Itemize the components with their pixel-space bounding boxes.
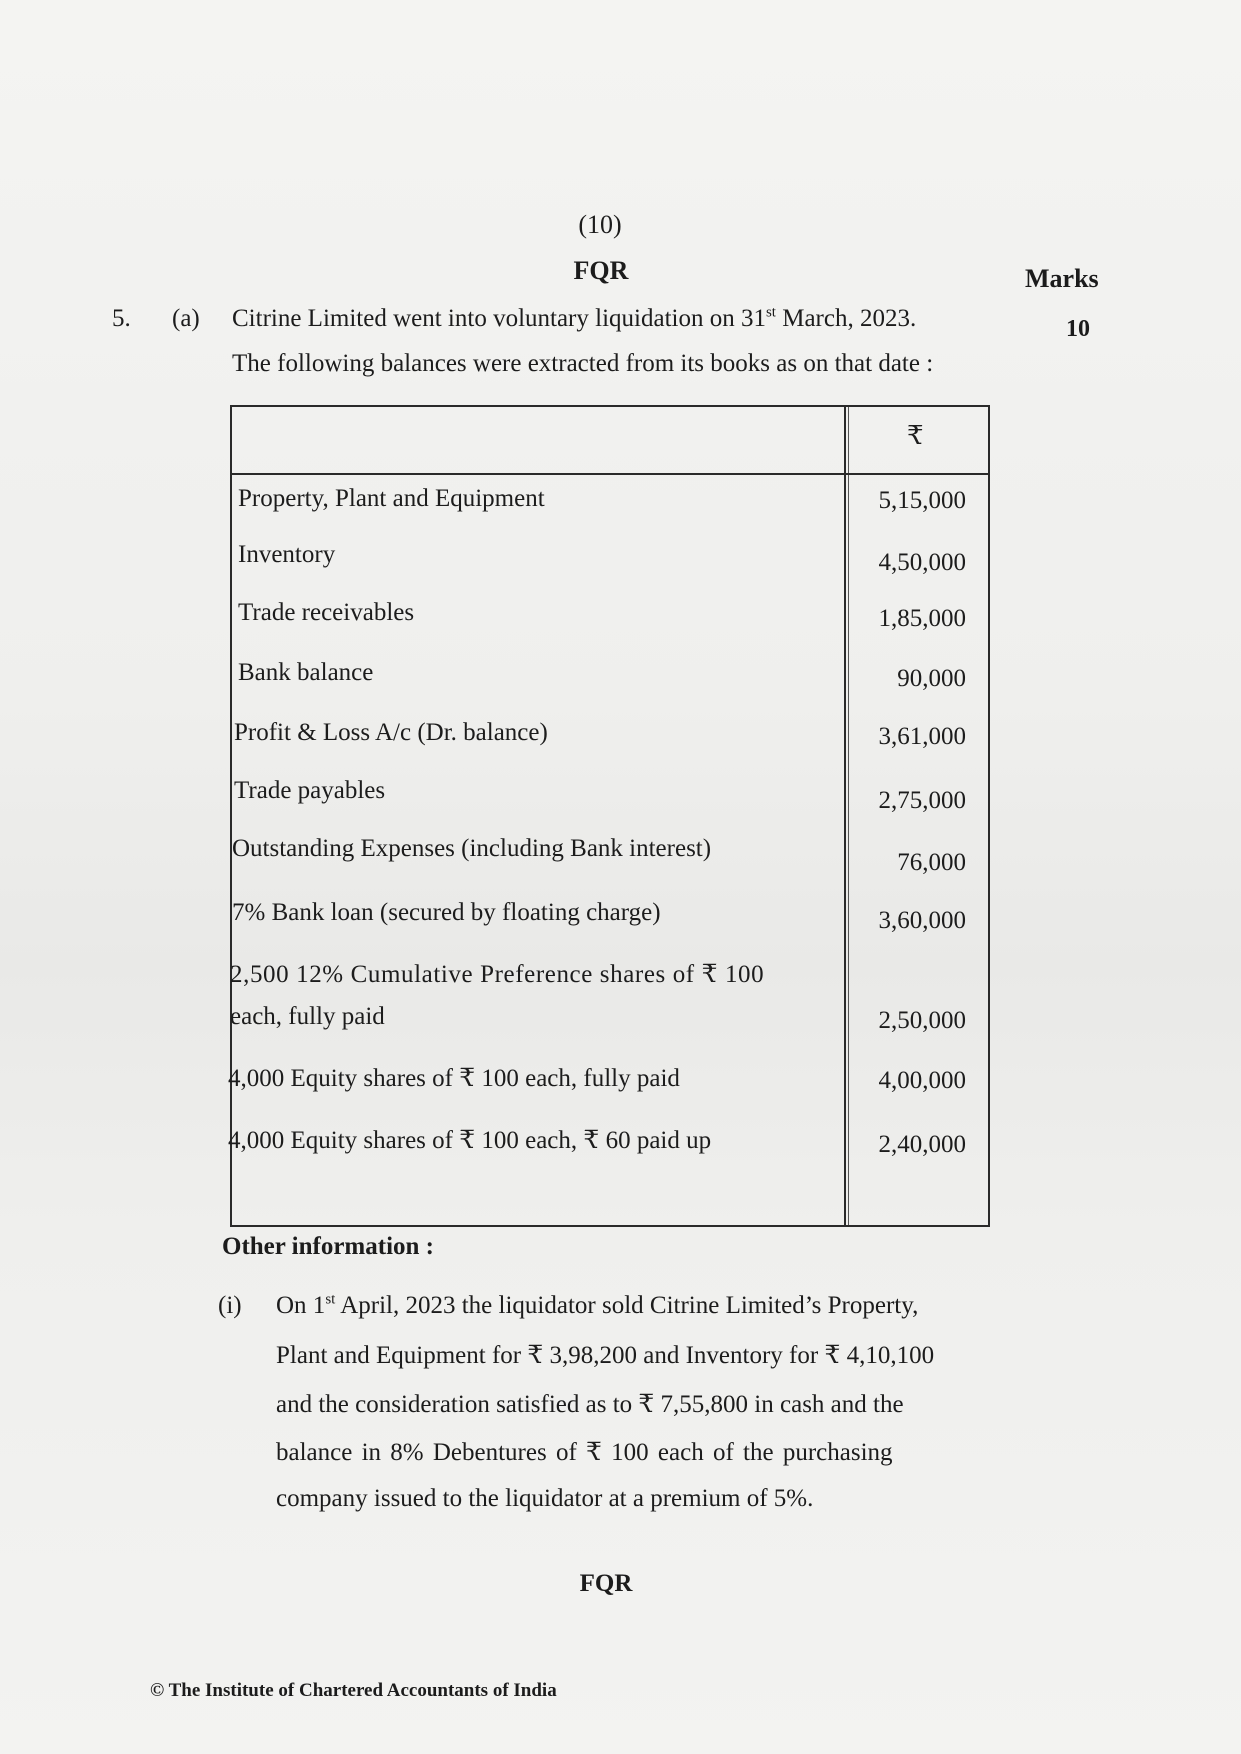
- table-row-label-continued: each, fully paid: [230, 1003, 385, 1030]
- info-line-4: balance in 8% Debentures of ₹ 100 each of the purchasing: [276, 1439, 893, 1466]
- table-row-label: 2,500 12% Cumulative Preference shares of ₹ 100: [230, 961, 765, 988]
- table-row-amount: 5,15,000: [878, 487, 966, 514]
- info-line-2: Plant and Equipment for ₹ 3,98,200 and Inventory for ₹ 4,10,100: [276, 1342, 935, 1369]
- table-row-amount: 90,000: [897, 665, 966, 692]
- question-part: (a): [172, 305, 200, 332]
- table-row-label: Inventory: [238, 541, 336, 568]
- table-row-amount: 4,50,000: [878, 549, 966, 576]
- table-row-label: 7% Bank loan (secured by floating charge): [232, 899, 661, 926]
- table-row-label: Trade payables: [234, 777, 386, 804]
- table-row-label: Outstanding Expenses (including Bank interest): [232, 835, 712, 862]
- page-number: (10): [578, 210, 622, 239]
- question-marks: 10: [1066, 316, 1090, 342]
- info-line-1: On 1st April, 2023 the liquidator sold Citrine Limited’s Property,: [276, 1291, 919, 1319]
- currency-header: ₹: [907, 421, 924, 450]
- header-divider: [232, 473, 988, 475]
- table-row-amount: 3,61,000: [878, 723, 966, 750]
- table-row-amount: 3,60,000: [878, 907, 966, 934]
- question-text-line1: Citrine Limited went into voluntary liquidation on 31st March, 2023.: [232, 304, 917, 332]
- column-divider-inner: [848, 407, 849, 1225]
- table-row-label: 4,000 Equity shares of ₹ 100 each, ₹ 60 paid up: [228, 1127, 712, 1154]
- info-item-number: (i): [218, 1292, 242, 1319]
- question-number: 5.: [112, 305, 131, 332]
- table-row-amount: 4,00,000: [878, 1067, 966, 1094]
- table-row-label: Trade receivables: [238, 599, 415, 626]
- table-row-amount: 76,000: [897, 849, 966, 876]
- question-text-line2: The following balances were extracted from its books as on that date :: [232, 350, 934, 377]
- table-row-amount: 1,85,000: [878, 605, 966, 632]
- balances-table: [230, 405, 990, 1227]
- column-divider: [844, 407, 846, 1225]
- copyright-notice: © The Institute of Chartered Accountants of India: [150, 1680, 557, 1701]
- info-line-5: company issued to the liquidator at a premium of 5%.: [276, 1485, 814, 1512]
- series-code-bottom: FQR: [579, 1570, 633, 1597]
- marks-heading: Marks: [1025, 264, 1099, 293]
- table-row-label: Bank balance: [238, 659, 374, 686]
- table-row-amount: 2,75,000: [878, 787, 966, 814]
- series-code-top: FQR: [573, 256, 629, 285]
- table-row-amount: 2,40,000: [878, 1131, 966, 1158]
- other-information-heading: Other information :: [222, 1233, 435, 1260]
- table-row-label: Profit & Loss A/c (Dr. balance): [234, 719, 548, 746]
- info-line-3: and the consideration satisfied as to ₹ 7,55,800 in cash and the: [276, 1391, 904, 1418]
- table-row-amount: 2,50,000: [878, 1007, 966, 1034]
- table-row-label: 4,000 Equity shares of ₹ 100 each, fully paid: [228, 1065, 680, 1092]
- table-row-label: Property, Plant and Equipment: [238, 485, 545, 512]
